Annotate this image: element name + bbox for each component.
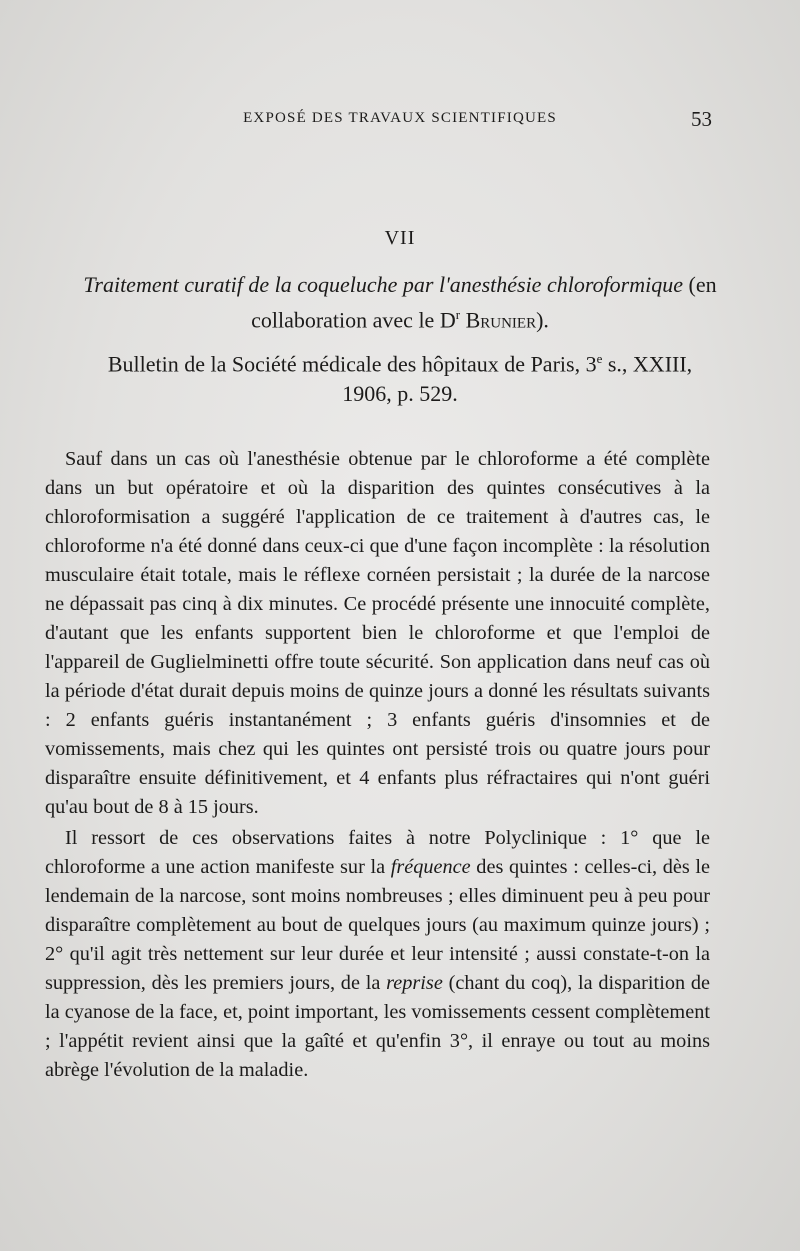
p2-text-a: Il ressort de ces observations faites à notre Polyclinique : 1° que le chloroforme a une action manifeste sur la xyxy=(45,827,710,878)
title-collab: collaboration avec le D xyxy=(251,307,456,333)
title-open-paren: (en xyxy=(683,272,717,297)
title-author: Brunier xyxy=(465,307,537,333)
citation xyxy=(60,344,740,409)
title-close: ). xyxy=(536,307,549,333)
p2-emphasis-reprise: reprise xyxy=(386,972,443,994)
p2-text-b: des quintes : celles-ci, dès le lendemain de la narcose, sont moins nombreuses ; elles diminuent peu à peu pour disparaître complètement au bout de quelques jours (au maximum quinze jours) ; 2° qu'il agit très nettement sur leur durée et leur intensité ; aussi constate-t-on la suppression, dès les premiers jours, de la xyxy=(45,856,710,994)
p2-emphasis-frequence: fréquence xyxy=(390,856,471,878)
body-text xyxy=(45,445,710,1085)
article-title xyxy=(60,270,740,335)
paragraph-2 xyxy=(45,824,710,1085)
section-number: VII xyxy=(384,227,416,249)
citation-line1-rest: s., XXIII, xyxy=(602,351,693,377)
p2-text-c: (chant du coq), la disparition de la cyanose de la face, et, point important, les vomissements cessent complètement ; l'appétit revient ainsi que la gaîté et qu'enfin 3°, il enraye ou tout au moins abrège l'évolution de la maladie. xyxy=(45,972,711,1081)
page-header xyxy=(0,107,800,136)
page-number: 53 xyxy=(691,107,712,131)
paragraph-1: Sauf dans un cas où l'anesthésie obtenue par le chloroforme a été complète dans un but opératoire et où la disparition des quintes consécutives à la chloroformisation a suggéré l'application de ce traitement à d'autres cas, le chloroforme n'a été donné dans ceux-ci que d'une façon incomplète : la résolution musculaire était totale, mais le réflexe cornéen persistait ; la durée de la narcose ne dépassait pas cinq à dix minutes. Ce procédé présente une innocuité complète, d'autant que les enfants supportent bien le chloroforme et que l'emploi de l'appareil de Guglielminetti offre toute sécurité. Son application dans neuf cas où la période d'état durait depuis moins de quinze jours a donné les résultats suivants : 2 enfants guéris instantanément ; 3 enfants guéris d'insomnies et de vomissements, mais chez qui les quintes ont persisté trois ou quatre jours pour disparaître ensuite définitivement, et 4 enfants plus réfractaires qui n'ont guéri qu'au bout de 8 à 15 jours. xyxy=(45,448,710,818)
title-italic: Traitement curatif de la coqueluche par l'anesthésie chloroformique xyxy=(83,272,684,297)
title-dr-sup: r xyxy=(455,307,461,322)
citation-line2: 1906, p. 529. xyxy=(342,381,458,407)
running-head: EXPOSÉ DES TRAVAUX SCIENTIFIQUES xyxy=(243,110,557,126)
citation-line1: Bulletin de la Société médicale des hôpitaux de Paris, 3 xyxy=(107,351,597,377)
citation-sup: e xyxy=(596,351,603,366)
